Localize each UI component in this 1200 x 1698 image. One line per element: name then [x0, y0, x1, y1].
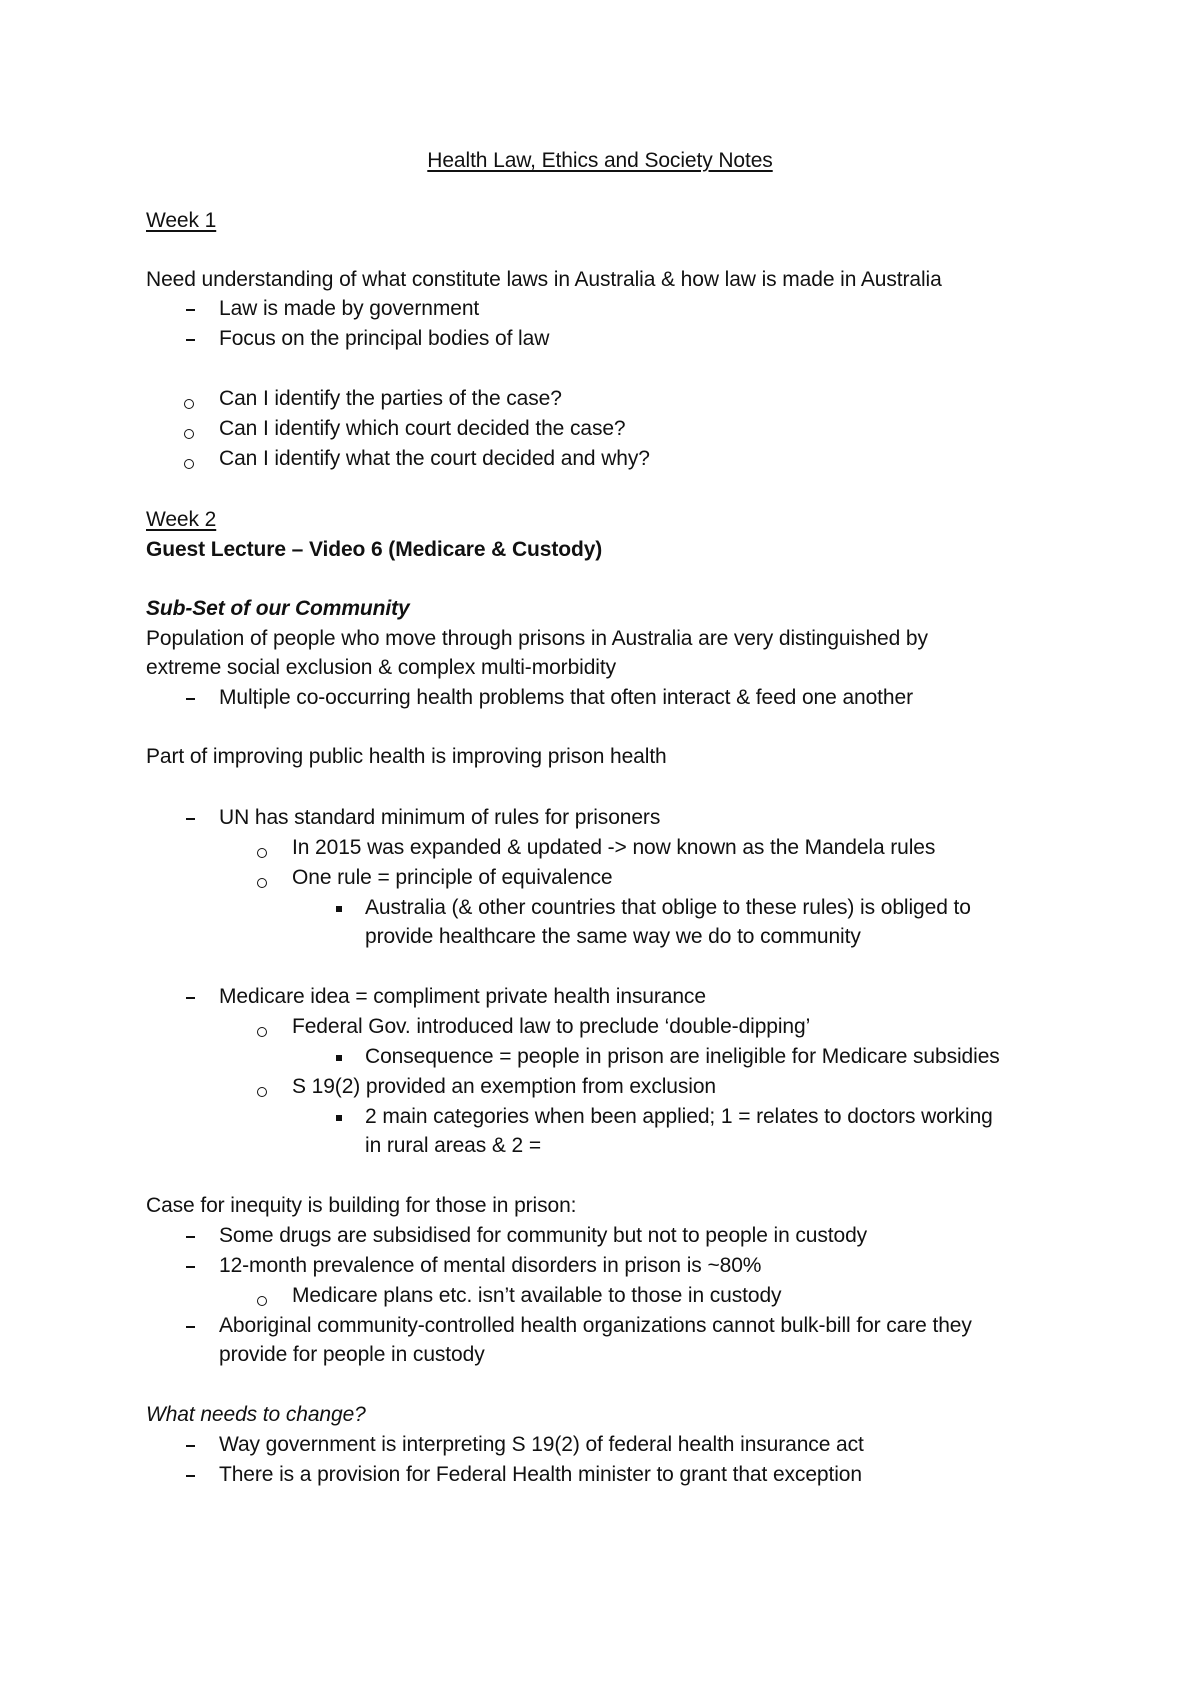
list-item: Aboriginal community-controlled health organizations cannot bulk-bill for care they [219, 1314, 972, 1337]
circle-bullet [257, 878, 267, 888]
change-heading: What needs to change? [146, 1403, 366, 1426]
paragraph-line: Part of improving public health is improving prison health [146, 745, 667, 768]
list-item: Focus on the principal bodies of law [219, 327, 550, 350]
list-item: S 19(2) provided an exemption from exclusion [292, 1075, 716, 1098]
list-item: Way government is interpreting S 19(2) of federal health insurance act [219, 1433, 864, 1456]
circle-bullet [184, 459, 194, 469]
list-item: One rule = principle of equivalence [292, 866, 613, 889]
list-item: Medicare idea = compliment private health insurance [219, 985, 706, 1008]
circle-bullet [257, 848, 267, 858]
list-item: Some drugs are subsidised for community but not to people in custody [219, 1224, 868, 1247]
list-item: Law is made by government [219, 297, 480, 320]
paragraph-line: Case for inequity is building for those in prison: [146, 1194, 577, 1217]
document-title: Health Law, Ethics and Society Notes [427, 149, 773, 172]
dash-bullet [186, 1236, 195, 1238]
circle-bullet [257, 1027, 267, 1037]
week1-heading: Week 1 [146, 209, 217, 232]
square-bullet [336, 906, 342, 912]
dash-bullet [186, 1266, 195, 1268]
paragraph-line: Population of people who move through prisons in Australia are very distinguished by [146, 627, 928, 650]
list-item: Australia (& other countries that oblige to these rules) is obliged to [365, 896, 971, 919]
list-item: Consequence = people in prison are ineligible for Medicare subsidies [365, 1045, 1000, 1068]
circle-bullet [257, 1087, 267, 1097]
week1-intro: Need understanding of what constitute laws in Australia & how law is made in Australia [146, 268, 942, 291]
dash-bullet [186, 698, 195, 700]
list-item: 2 main categories when been applied; 1 = relates to doctors working [365, 1105, 993, 1128]
guest-lecture-heading: Guest Lecture – Video 6 (Medicare & Custody) [146, 538, 603, 561]
list-item: There is a provision for Federal Health minister to grant that exception [219, 1463, 862, 1486]
dash-bullet [186, 339, 195, 341]
subset-heading: Sub-Set of our Community [146, 597, 410, 620]
dash-bullet [186, 1475, 195, 1477]
list-item: Multiple co-occurring health problems that often interact & feed one another [219, 686, 913, 709]
dash-bullet [186, 1445, 195, 1447]
list-item-continuation: in rural areas & 2 = [365, 1134, 542, 1157]
list-item: UN has standard minimum of rules for prisoners [219, 806, 661, 829]
circle-bullet [184, 429, 194, 439]
paragraph-line: extreme social exclusion & complex multi-morbidity [146, 656, 616, 679]
list-item: In 2015 was expanded & updated -> now known as the Mandela rules [292, 836, 936, 859]
list-item: Medicare plans etc. isn’t available to those in custody [292, 1284, 782, 1307]
list-item: Can I identify what the court decided and why? [219, 447, 650, 470]
dash-bullet [186, 997, 195, 999]
list-item-continuation: provide for people in custody [219, 1343, 485, 1366]
dash-bullet [186, 818, 195, 820]
dash-bullet [186, 309, 195, 311]
circle-bullet [184, 399, 194, 409]
list-item: 12-month prevalence of mental disorders in prison is ~80% [219, 1254, 762, 1277]
square-bullet [336, 1115, 342, 1121]
list-item: Federal Gov. introduced law to preclude ‘double-dipping’ [292, 1015, 811, 1038]
list-item-continuation: provide healthcare the same way we do to community [365, 925, 861, 948]
week2-heading: Week 2 [146, 508, 217, 531]
square-bullet [336, 1055, 342, 1061]
dash-bullet [186, 1326, 195, 1328]
list-item: Can I identify the parties of the case? [219, 387, 562, 410]
circle-bullet [257, 1296, 267, 1306]
list-item: Can I identify which court decided the case? [219, 417, 626, 440]
